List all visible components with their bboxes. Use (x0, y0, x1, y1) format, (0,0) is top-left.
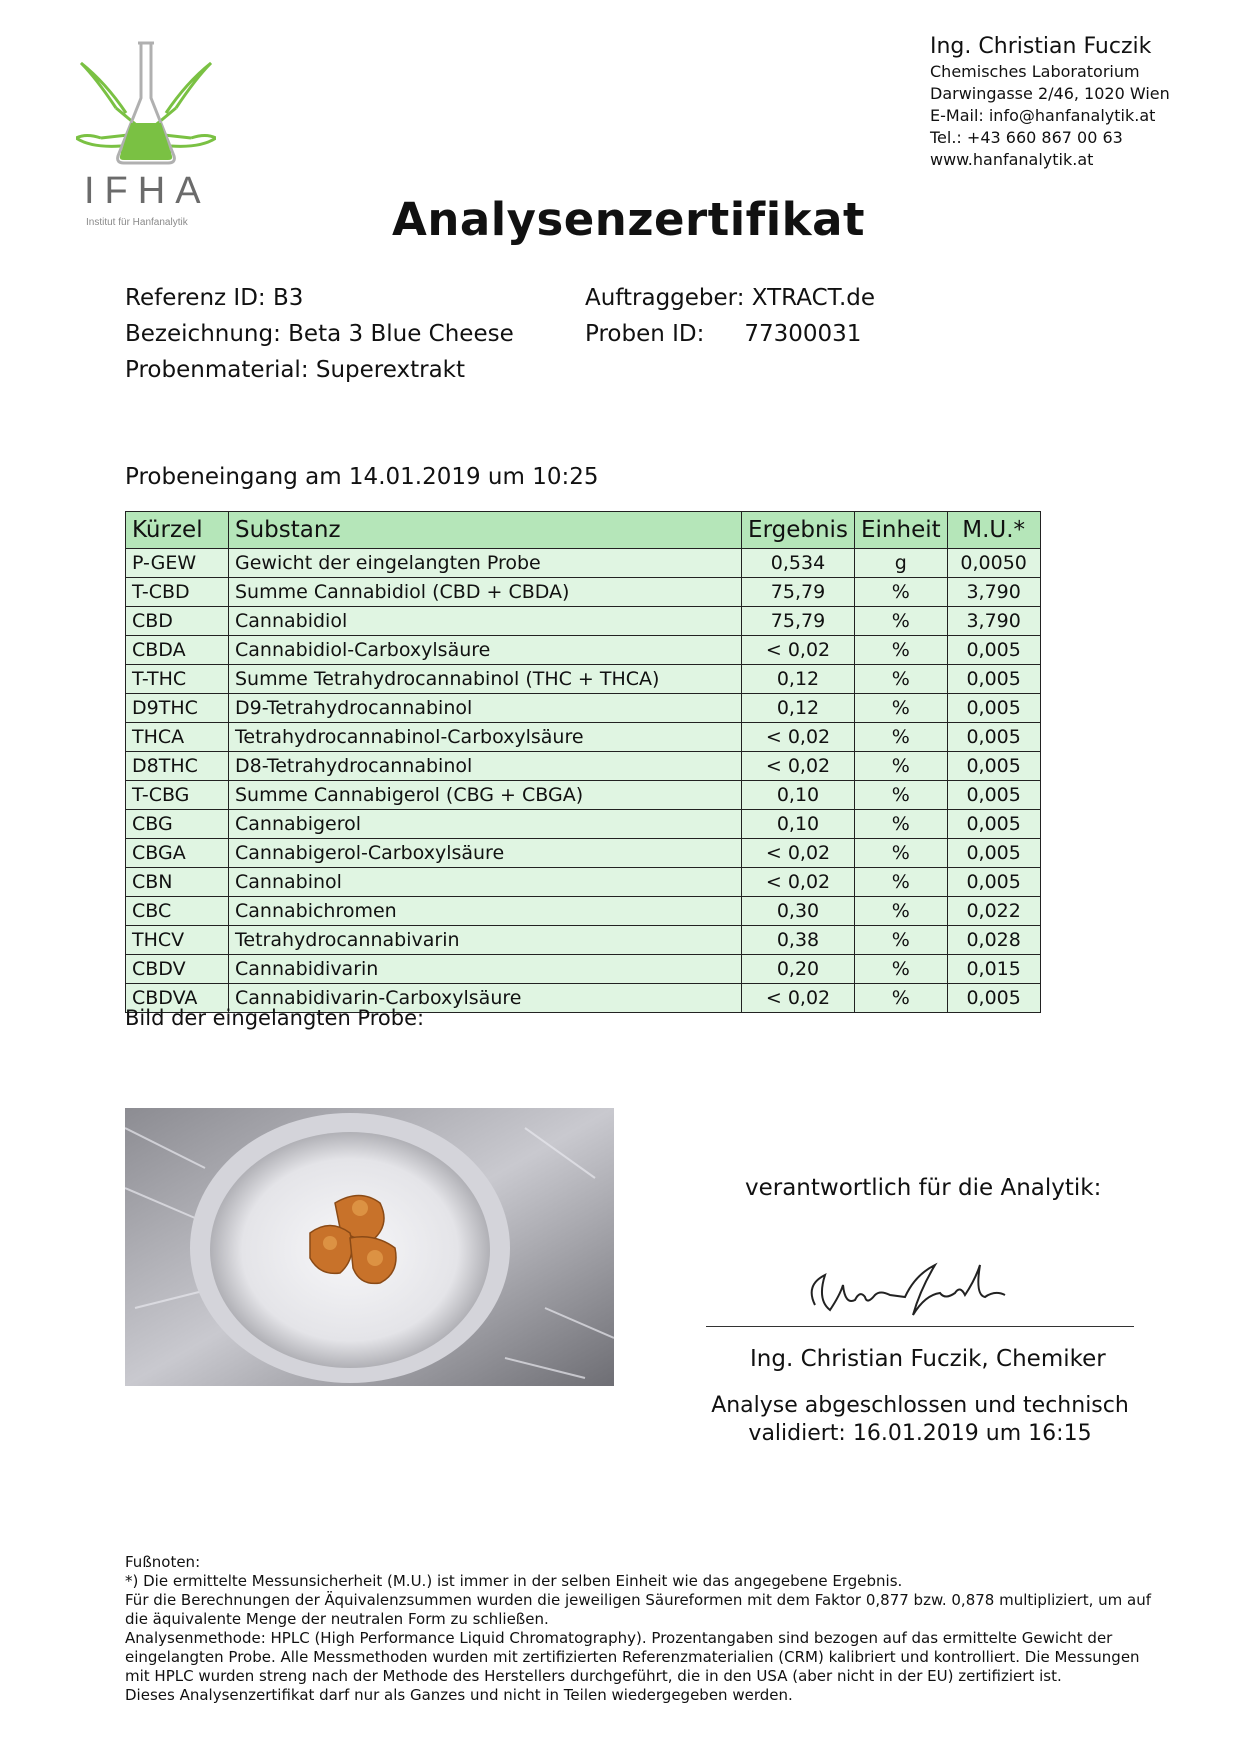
cell-abbreviation: CBDVA (126, 984, 229, 1013)
sample-designation: Bezeichnung: Beta 3 Blue Cheese (125, 321, 514, 347)
table-row (126, 926, 1041, 955)
lab-address: Darwingasse 2/46, 1020 Wien (930, 84, 1170, 103)
cell-unit: % (855, 636, 948, 665)
lab-owner-name: Ing. Christian Fuczik (930, 34, 1152, 59)
lab-name: Chemisches Laboratorium (930, 62, 1140, 81)
cell-result: 0,20 (742, 955, 855, 984)
cell-substance: D8-Tetrahydrocannabinol (229, 752, 742, 781)
cell-result: < 0,02 (742, 868, 855, 897)
cell-result: 0,10 (742, 810, 855, 839)
table-row (126, 839, 1041, 868)
sample-id-label: Proben ID: (585, 321, 705, 347)
cell-substance: Cannabidiol (229, 607, 742, 636)
cell-result: 0,12 (742, 665, 855, 694)
cell-result: < 0,02 (742, 752, 855, 781)
cell-unit: g (855, 549, 948, 578)
cell-substance: Cannabidiol-Carboxylsäure (229, 636, 742, 665)
cell-mu: 0,0050 (947, 549, 1040, 578)
lab-phone: Tel.: +43 660 867 00 63 (930, 128, 1123, 147)
cell-result: < 0,02 (742, 839, 855, 868)
cell-mu: 0,005 (947, 636, 1040, 665)
footnote-reproduction: Dieses Analysenzertifikat darf nur als Ganzes und nicht in Teilen wiedergegeben werden. (125, 1686, 793, 1704)
table-row (126, 897, 1041, 926)
sample-photo (125, 1108, 614, 1386)
reference-id: Referenz ID: B3 (125, 285, 304, 311)
cell-unit: % (855, 607, 948, 636)
cell-substance: Cannabinol (229, 868, 742, 897)
header-mu: M.U.* (947, 512, 1040, 549)
cell-result: 0,10 (742, 781, 855, 810)
responsible-label: verantwortlich für die Analytik: (745, 1175, 1102, 1201)
cell-substance: Cannabigerol (229, 810, 742, 839)
cell-abbreviation: T-THC (126, 665, 229, 694)
cell-substance: Tetrahydrocannabinol-Carboxylsäure (229, 723, 742, 752)
cell-result: 0,534 (742, 549, 855, 578)
cell-mu: 0,005 (947, 723, 1040, 752)
table-row (126, 607, 1041, 636)
cell-result: < 0,02 (742, 636, 855, 665)
cell-mu: 0,005 (947, 694, 1040, 723)
table-row (126, 578, 1041, 607)
cell-substance: Tetrahydrocannabivarin (229, 926, 742, 955)
footnote-heading: Fußnoten: (125, 1553, 201, 1571)
cell-abbreviation: D9THC (126, 694, 229, 723)
reference-info-right (585, 280, 875, 352)
header-substance: Substanz (229, 512, 742, 549)
cell-substance: Cannabigerol-Carboxylsäure (229, 839, 742, 868)
cell-abbreviation: CBDV (126, 955, 229, 984)
cell-abbreviation: D8THC (126, 752, 229, 781)
cell-unit: % (855, 839, 948, 868)
cell-abbreviation: CBN (126, 868, 229, 897)
sample-receipt-date: Probeneingang am 14.01.2019 um 10:25 (125, 464, 599, 490)
signature-line (706, 1326, 1134, 1327)
cell-result: 75,79 (742, 578, 855, 607)
table-row (126, 810, 1041, 839)
cell-abbreviation: THCV (126, 926, 229, 955)
header-result: Ergebnis (742, 512, 855, 549)
cell-substance: D9-Tetrahydrocannabinol (229, 694, 742, 723)
cell-result: 0,38 (742, 926, 855, 955)
cell-abbreviation: CBD (126, 607, 229, 636)
table-header-row (126, 512, 1041, 549)
lab-email: E-Mail: info@hanfanalytik.at (930, 106, 1156, 125)
cell-substance: Summe Tetrahydrocannabinol (THC + THCA) (229, 665, 742, 694)
cell-substance: Gewicht der eingelangten Probe (229, 549, 742, 578)
sample-material: Probenmaterial: Superextrakt (125, 357, 466, 383)
logo-subtitle: Institut für Hanfanalytik (86, 217, 188, 228)
cell-unit: % (855, 665, 948, 694)
cell-abbreviation: CBC (126, 897, 229, 926)
cell-substance: Cannabidivarin (229, 955, 742, 984)
cell-result: 75,79 (742, 607, 855, 636)
validation-statement: Analyse abgeschlossen und technisch validiert: 16.01.2019 um 16:15 (711, 1393, 1129, 1446)
cell-abbreviation: CBGA (126, 839, 229, 868)
cell-abbreviation: CBDA (126, 636, 229, 665)
reference-info-left (125, 280, 514, 388)
footnote-method: Analysenmethode: HPLC (High Performance Liquid Chromatography). Prozentangaben sind bezogen auf das ermittelte Gewicht der eingelangten Probe. Alle Messmethoden wurden mit zertifizierten Referenzmaterialien (CRM) kalibriert und kontrolliert. Die Messungen mit HPLC wurden streng nach der Methode des Herstellers durchgeführt, die in den USA (aber nicht in der EU) zertifiziert ist. (125, 1629, 1140, 1685)
cell-result: 0,12 (742, 694, 855, 723)
table-row (126, 752, 1041, 781)
cell-mu: 0,005 (947, 752, 1040, 781)
table-row (126, 636, 1041, 665)
header-unit: Einheit (855, 512, 948, 549)
cell-result: < 0,02 (742, 723, 855, 752)
footnote-mu: *) Die ermittelte Messunsicherheit (M.U.) ist immer in der selben Einheit wie das angegebene Ergebnis. (125, 1572, 903, 1590)
cell-substance: Cannabidivarin-Carboxylsäure (229, 984, 742, 1013)
lab-website: www.hanfanalytik.at (930, 150, 1094, 169)
cell-mu: 0,005 (947, 810, 1040, 839)
cell-unit: % (855, 752, 948, 781)
cell-mu: 0,005 (947, 781, 1040, 810)
header-abbreviation: Kürzel (126, 512, 229, 549)
cell-substance: Cannabichromen (229, 897, 742, 926)
table-row (126, 549, 1041, 578)
cell-mu: 0,022 (947, 897, 1040, 926)
cell-unit: % (855, 926, 948, 955)
table-row (126, 723, 1041, 752)
cell-result: 0,30 (742, 897, 855, 926)
cell-substance: Summe Cannabidiol (CBD + CBDA) (229, 578, 742, 607)
cell-abbreviation: CBG (126, 810, 229, 839)
results-table (125, 511, 1041, 1013)
sample-id-value: 77300031 (744, 321, 862, 347)
cell-unit: % (855, 578, 948, 607)
cell-unit: % (855, 694, 948, 723)
cell-mu: 3,790 (947, 578, 1040, 607)
cell-mu: 0,015 (947, 955, 1040, 984)
cell-abbreviation: THCA (126, 723, 229, 752)
cell-abbreviation: T-CBD (126, 578, 229, 607)
cell-abbreviation: T-CBG (126, 781, 229, 810)
logo-wordmark: IFHA (84, 170, 211, 212)
table-row (126, 694, 1041, 723)
cell-unit: % (855, 897, 948, 926)
cell-substance: Summe Cannabigerol (CBG + CBGA) (229, 781, 742, 810)
cell-unit: % (855, 810, 948, 839)
table-row (126, 868, 1041, 897)
cell-abbreviation: P-GEW (126, 549, 229, 578)
cell-mu: 0,005 (947, 984, 1040, 1013)
cell-unit: % (855, 868, 948, 897)
chemist-name: Ing. Christian Fuczik, Chemiker (750, 1346, 1106, 1372)
cell-unit: % (855, 723, 948, 752)
cell-unit: % (855, 984, 948, 1013)
cell-unit: % (855, 781, 948, 810)
cell-mu: 0,005 (947, 839, 1040, 868)
cell-mu: 0,005 (947, 868, 1040, 897)
cell-mu: 3,790 (947, 607, 1040, 636)
document-title: Analysenzertifikat (392, 193, 865, 246)
sample-id-row (585, 316, 875, 352)
sample-image-label: Bild der eingelangten Probe: (125, 1006, 425, 1030)
table-row (126, 665, 1041, 694)
footnote-equivalence: Für die Berechnungen der Äquivalenzsummen wurden die jeweiligen Säureformen mit dem Faktor 0,877 bzw. 0,878 multipliziert, um auf die äquivalente Menge der neutralen Form zu schließen. (125, 1591, 1151, 1628)
table-row (126, 955, 1041, 984)
cell-mu: 0,005 (947, 665, 1040, 694)
signature-icon (795, 1255, 1015, 1335)
footnotes (125, 1553, 1165, 1705)
cell-mu: 0,028 (947, 926, 1040, 955)
table-row (126, 781, 1041, 810)
lab-contact-block (930, 33, 1170, 171)
client: Auftraggeber: XTRACT.de (585, 285, 876, 311)
cell-unit: % (855, 955, 948, 984)
cell-result: < 0,02 (742, 984, 855, 1013)
